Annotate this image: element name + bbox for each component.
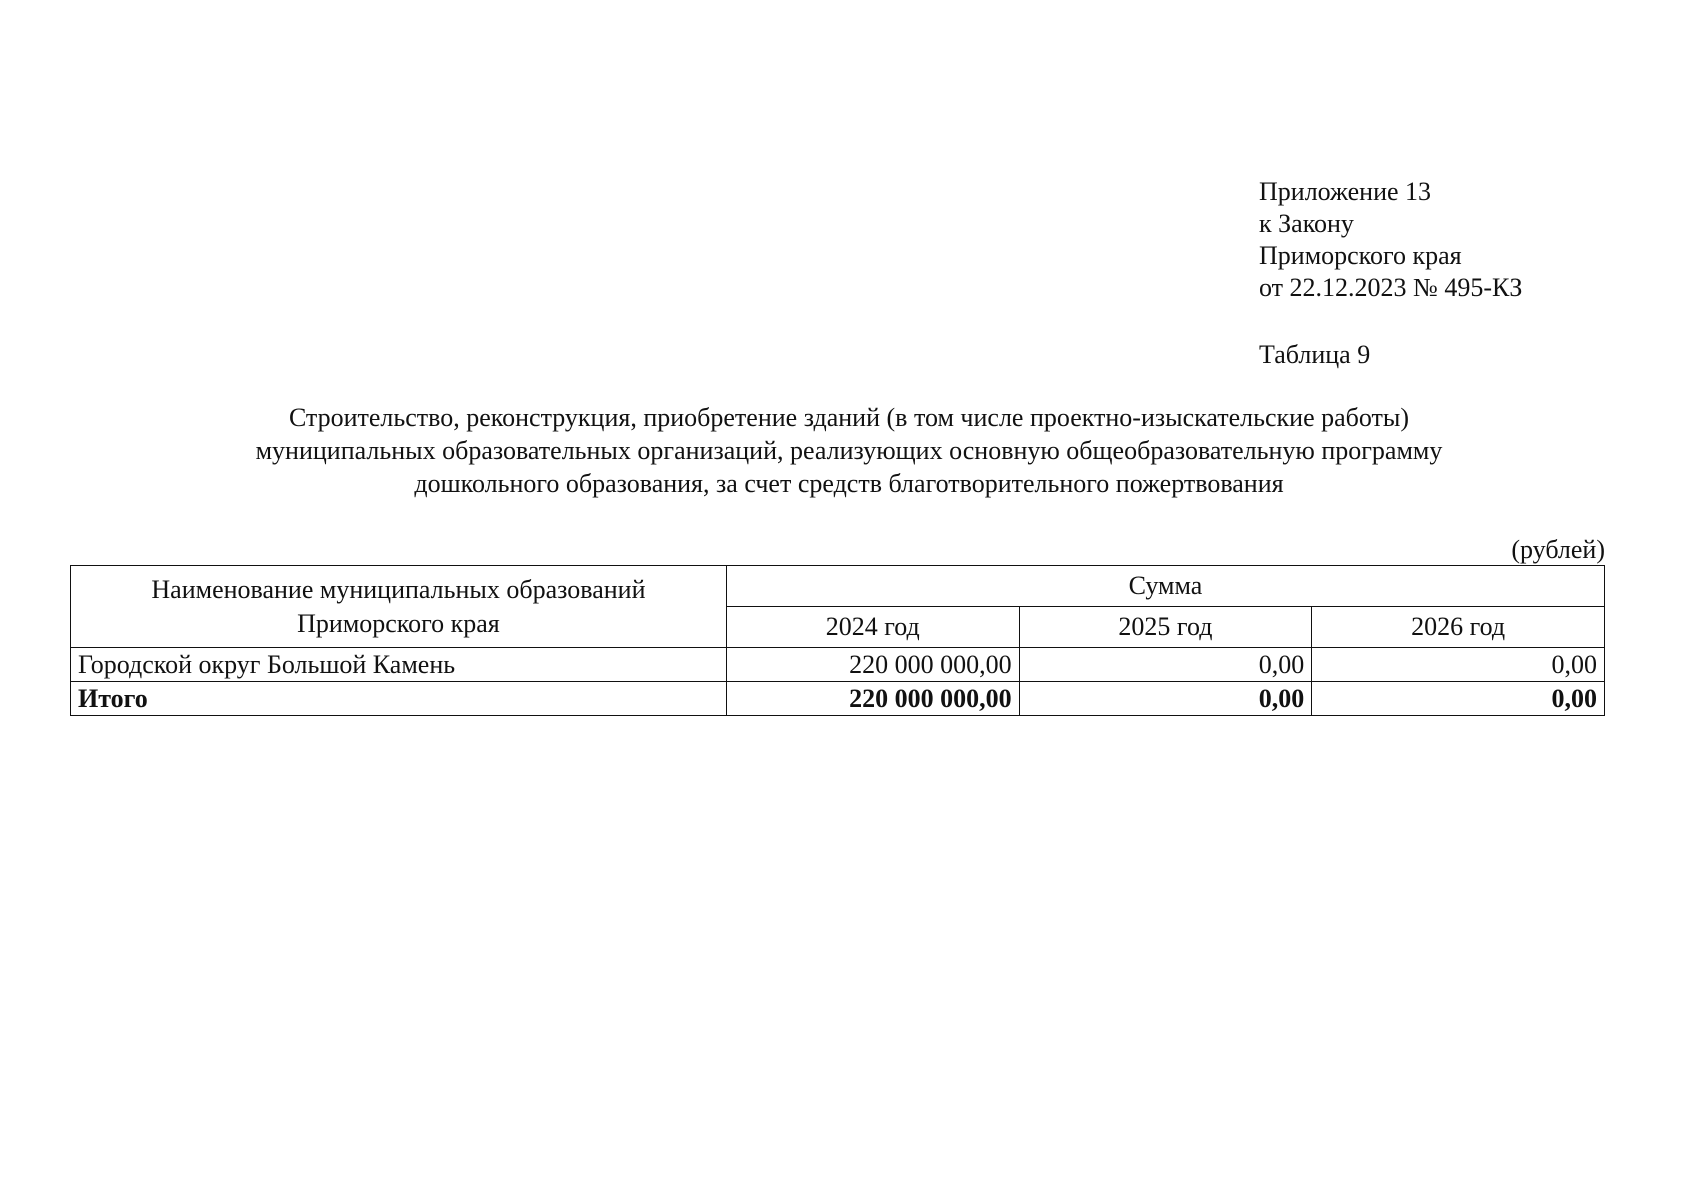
header-municipality-name [71, 566, 727, 648]
appendix-line: к Закону [1259, 209, 1354, 238]
funding-table [70, 565, 1605, 716]
appendix-line: Приложение 13 [1259, 177, 1432, 206]
header-sum: Сумма [726, 566, 1604, 607]
appendix-block [1259, 176, 1522, 304]
total-2025: 0,00 [1019, 682, 1312, 716]
title-line: муниципальных образовательных организаций, реализующих основную общеобразовательную программу [255, 436, 1443, 465]
header-year-2026: 2026 год [1312, 607, 1605, 648]
municipality-name: Городской округ Большой Камень [71, 648, 727, 682]
total-2026: 0,00 [1312, 682, 1605, 716]
amount-2024: 220 000 000,00 [726, 648, 1019, 682]
title-line: дошкольного образования, за счет средств благотворительного пожертвования [414, 469, 1284, 498]
table-number: Таблица 9 [1259, 340, 1371, 369]
header-year-2025: 2025 год [1019, 607, 1312, 648]
title-line: Строительство, реконструкция, приобретение зданий (в том числе проектно-изыскательские работы) [288, 403, 1410, 432]
header-name-line: Приморского края [297, 608, 500, 638]
units-label: (рублей) [1511, 535, 1605, 564]
table-row [71, 648, 1605, 682]
amount-2026: 0,00 [1312, 648, 1605, 682]
appendix-line: от 22.12.2023 № 495-КЗ [1259, 273, 1523, 302]
document-title [0, 401, 1698, 500]
total-2024: 220 000 000,00 [726, 682, 1019, 716]
amount-2025: 0,00 [1019, 648, 1312, 682]
header-name-line: Наименование муниципальных образований [151, 574, 646, 604]
appendix-line: Приморского края [1259, 241, 1462, 270]
total-label: Итого [71, 682, 727, 716]
header-year-2024: 2024 год [726, 607, 1019, 648]
total-row [71, 682, 1605, 716]
table-header-row [71, 566, 1605, 607]
